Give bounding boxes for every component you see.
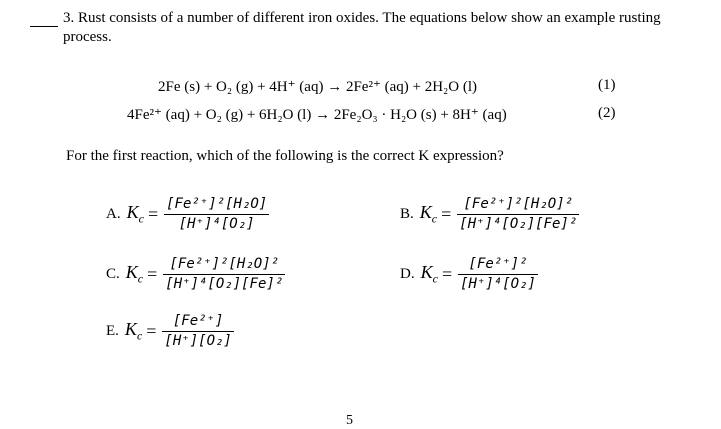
- choice-c[interactable]: [106, 256, 285, 293]
- choice-b[interactable]: [400, 196, 579, 233]
- choice-c-denominator: [H⁺]⁴[O₂][Fe]²: [165, 276, 284, 292]
- choice-d-kc: $K_c$: [420, 262, 438, 286]
- choice-b-fraction: [457, 196, 579, 233]
- choice-c-kc: $K_c$: [125, 262, 144, 286]
- fraction-bar: [164, 214, 269, 215]
- choice-a-equals: =: [147, 204, 159, 224]
- choice-a-letter: A.: [106, 206, 121, 222]
- choice-c-numerator: [Fe²⁺]²[H₂O]²: [169, 256, 280, 272]
- page-number: 5: [346, 413, 353, 428]
- equation-1-number: (1): [598, 77, 616, 93]
- choice-a-denominator: [H⁺]⁴[O₂]: [178, 216, 255, 232]
- choice-c-fraction: [163, 256, 285, 293]
- choice-e-kc: $K_c$: [124, 319, 143, 343]
- choice-e-letter: E.: [106, 323, 119, 339]
- fraction-bar: [457, 214, 579, 215]
- choice-c-equals: =: [147, 264, 158, 284]
- choice-c-letter: C.: [106, 266, 120, 282]
- choice-d-letter: D.: [400, 266, 415, 282]
- choice-a[interactable]: [106, 196, 269, 233]
- choice-a-fraction: [164, 196, 269, 233]
- choice-e-denominator: [H⁺][O₂]: [164, 333, 232, 349]
- choice-b-numerator: [Fe²⁺]²[H₂O]²: [463, 196, 574, 212]
- choice-e-numerator: [Fe²⁺]: [172, 313, 224, 329]
- choice-d-denominator: [H⁺]⁴[O₂]: [460, 276, 536, 292]
- choice-d-fraction: [458, 256, 538, 293]
- choice-d[interactable]: [400, 256, 538, 293]
- answer-blank: [30, 26, 58, 27]
- equation-2: 4Fe²⁺ (aq) + O₂ (g) + 6H₂O (l) → 2Fe₂O₃ · H₂O (s) + 8H⁺ (aq): [127, 107, 507, 123]
- choice-b-equals: =: [441, 204, 452, 224]
- choice-d-numerator: [Fe²⁺]²: [468, 256, 528, 272]
- choice-b-kc: $K_c$: [419, 202, 438, 226]
- fraction-bar: [162, 331, 233, 332]
- choice-e-fraction: [162, 313, 233, 350]
- choice-d-equals: =: [441, 264, 453, 284]
- question-text: [63, 9, 703, 47]
- fraction-bar: [163, 274, 285, 275]
- choice-b-letter: B.: [400, 206, 414, 222]
- question-number: 3.: [63, 10, 75, 26]
- equation-2-number: (2): [598, 105, 616, 121]
- question-body: Rust consists of a number of different iron oxides. The equations below show an example rusting process.: [63, 10, 661, 45]
- fraction-bar: [458, 274, 538, 275]
- question-prompt: For the first reaction, which of the following is the correct K expression?: [66, 148, 504, 164]
- choice-b-denominator: [H⁺]⁴[O₂][Fe]²: [459, 216, 578, 232]
- choice-e-equals: =: [146, 321, 157, 341]
- choice-a-numerator: [Fe²⁺]²[H₂O]: [166, 196, 268, 212]
- choice-a-kc: $K_c$: [126, 202, 144, 226]
- choice-e[interactable]: [106, 313, 234, 350]
- equation-1: 2Fe (s) + O₂ (g) + 4H⁺ (aq) → 2Fe²⁺ (aq) + 2H₂O (l): [158, 79, 478, 95]
